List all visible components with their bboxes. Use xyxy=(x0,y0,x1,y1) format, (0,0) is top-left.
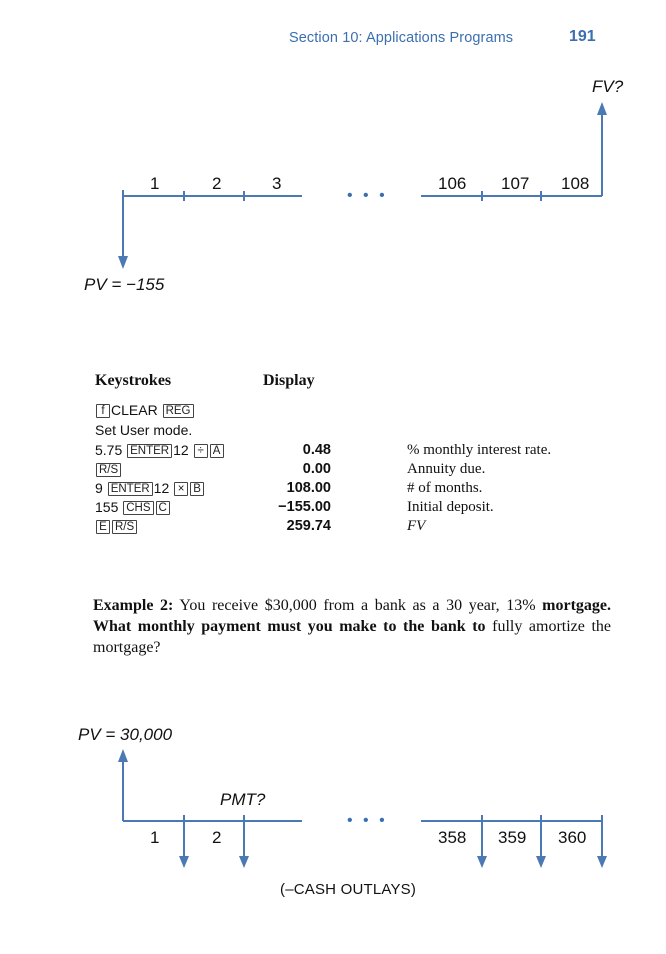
example-text-bold: mortgage. What monthly payment must you make to the bank to xyxy=(93,597,611,635)
period-label: 106 xyxy=(438,174,467,193)
pv-label-text: PV = −155 xyxy=(84,275,165,294)
keystroke-row xyxy=(95,518,635,536)
keystroke-row xyxy=(95,499,635,517)
period-label: 358 xyxy=(438,828,467,847)
pv2-label xyxy=(78,725,173,744)
example-text: You receive $30,000 from a bank as a 30 year, 13% xyxy=(173,597,543,614)
calculator-key: ENTER xyxy=(127,444,172,458)
pmt-label: PMT? xyxy=(220,790,266,809)
calculator-key: E xyxy=(96,520,110,534)
section-title: Section 10: Applications Programs xyxy=(289,30,514,46)
period-label: 360 xyxy=(558,828,587,847)
keystroke-sequence xyxy=(95,402,195,418)
calculator-key: R/S xyxy=(112,520,137,534)
keystroke-text: 9 xyxy=(95,480,107,496)
keystroke-note: Annuity due. xyxy=(407,461,486,477)
pv-arrow-head xyxy=(118,256,128,269)
fv-label: FV? xyxy=(592,77,624,96)
keystroke-row xyxy=(95,480,635,498)
payment-arrow-head xyxy=(597,856,607,868)
keystroke-row xyxy=(95,461,635,479)
keystroke-sequence xyxy=(95,442,225,458)
keystroke-row xyxy=(95,442,635,460)
payment-arrow-head xyxy=(477,856,487,868)
calculator-key: REG xyxy=(163,404,194,418)
cash-flow-diagram-2 xyxy=(0,715,666,885)
calculator-key: ENTER xyxy=(108,482,153,496)
calculator-key: ÷ xyxy=(194,444,208,458)
display-heading: Display xyxy=(263,372,315,389)
keystroke-text: Set User mode. xyxy=(95,422,193,438)
keystroke-text: 155 xyxy=(95,499,123,515)
example-2-paragraph xyxy=(93,595,611,658)
calculator-key: R/S xyxy=(96,463,121,477)
keystroke-text: 12 xyxy=(173,442,193,458)
pv-label xyxy=(84,275,165,294)
keystroke-sequence xyxy=(95,499,171,515)
keystroke-text: 12 xyxy=(153,480,174,496)
pv2-arrow-head xyxy=(118,749,128,762)
ellipsis: • • • xyxy=(347,187,388,204)
payment-arrow-head xyxy=(239,856,249,868)
cash-outlays-caption: (–CASH OUTLAYS) xyxy=(280,881,417,898)
keystroke-note: Initial deposit. xyxy=(407,499,494,515)
keystroke-note: # of months. xyxy=(407,480,483,496)
period-label: 2 xyxy=(212,174,222,193)
payment-arrow-head xyxy=(536,856,546,868)
period-label: 1 xyxy=(150,828,160,847)
keystroke-sequence xyxy=(95,480,205,496)
payment-arrow-head xyxy=(179,856,189,868)
display-value: 108.00 xyxy=(286,480,331,496)
cash-flow-diagram-1 xyxy=(0,70,666,310)
display-value: 0.48 xyxy=(302,442,331,458)
keystroke-sequence xyxy=(95,461,122,477)
keystroke-row xyxy=(95,402,635,420)
keystrokes-heading: Keystrokes xyxy=(95,372,172,389)
example-text-end: fully amortize the mortgage? xyxy=(93,618,612,656)
calculator-key: A xyxy=(210,444,224,458)
fv-arrow-head xyxy=(597,102,607,115)
pv2-label-text: PV = 30,000 xyxy=(78,725,173,744)
keystroke-row xyxy=(95,422,635,440)
keystroke-note: % monthly interest rate. xyxy=(407,442,552,458)
period-label: 2 xyxy=(212,828,222,847)
keystroke-note: FV xyxy=(407,518,426,534)
keystroke-text: 5.75 xyxy=(95,442,127,458)
keystroke-sequence xyxy=(95,422,192,438)
calculator-key: × xyxy=(174,482,188,496)
display-value: 259.74 xyxy=(286,518,331,534)
page-header xyxy=(0,28,666,50)
period-label: 107 xyxy=(501,174,530,193)
page-number: 191 xyxy=(569,28,596,45)
calculator-key: CHS xyxy=(123,501,153,515)
period-label: 3 xyxy=(272,174,282,193)
calculator-key: B xyxy=(190,482,204,496)
ellipsis: • • • xyxy=(347,812,388,829)
keystroke-sequence xyxy=(95,518,138,534)
period-label: 108 xyxy=(561,174,590,193)
calculator-key: C xyxy=(156,501,170,515)
example-label: Example 2: xyxy=(93,597,174,614)
keystroke-text: CLEAR xyxy=(111,402,162,418)
display-value: −155.00 xyxy=(278,499,331,515)
period-label: 359 xyxy=(498,828,527,847)
period-label: 1 xyxy=(150,174,160,193)
calculator-key: f xyxy=(96,404,110,418)
display-value: 0.00 xyxy=(302,461,331,477)
